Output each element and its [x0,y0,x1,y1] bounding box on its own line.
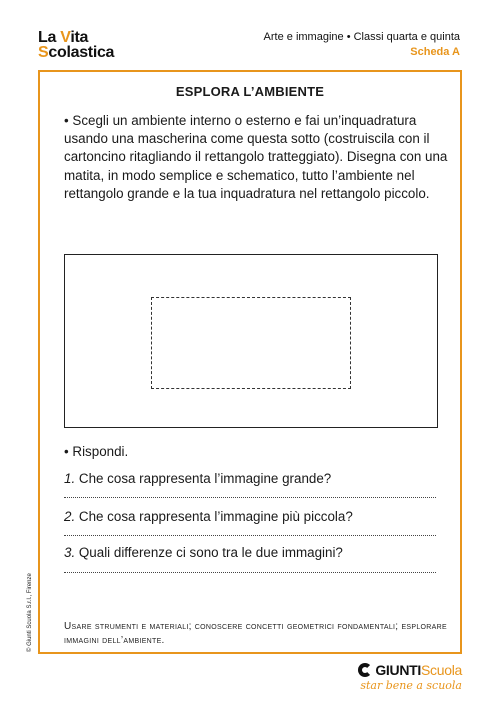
answer-line-2 [64,534,436,536]
answer-line-1 [64,496,436,498]
publisher-name: GIUNTIScuola [375,662,462,678]
subject-label: Arte e immagine • Classi quarta e quinta [263,31,460,43]
question-3: 3. Quali differenze ci sono tra le due immagini? [64,545,343,560]
logo-line-2: Scolastica [38,44,115,61]
large-drawing-rectangle [64,254,438,428]
question-1: 1. Che cosa rappresenta l’immagine grande? [64,471,332,486]
publisher-g-icon [358,663,372,677]
publisher-logo [358,662,462,692]
learning-objectives: Usare strumenti e materiali; conoscere concetti geometrici fondamentali; esplorare immagini dell’ambiente. [64,621,447,646]
respond-heading: • Rispondi. [64,444,129,459]
dashed-frame-rectangle [151,297,351,389]
sheet-label: Scheda A [410,46,460,58]
publisher-tagline: star bene a scuola [360,679,462,692]
instructions-text: • Scegli un ambiente interno o esterno e fai un’inquadratura usando una mascherina come questa sotto (costruiscila con il cartoncino ritagliando il rettangolo tratteggiato). Disegna con una matita, in modo semplice e schematico, tutto l’ambiente nel rettangolo grande e la tua inquadratura nel rettangolo piccolo. [64,113,448,201]
magazine-logo [38,30,114,60]
header-info [264,30,460,60]
question-2: 2. Che cosa rappresenta l’immagine più piccola? [64,509,353,524]
logo-line-1: La Vita [38,29,89,46]
copyright-notice: © Giunti Scuola S.r.l., Firenze [27,573,33,652]
worksheet-card [38,70,462,654]
worksheet-title: ESPLORA L’AMBIENTE [175,84,325,99]
answer-line-3 [64,571,436,573]
